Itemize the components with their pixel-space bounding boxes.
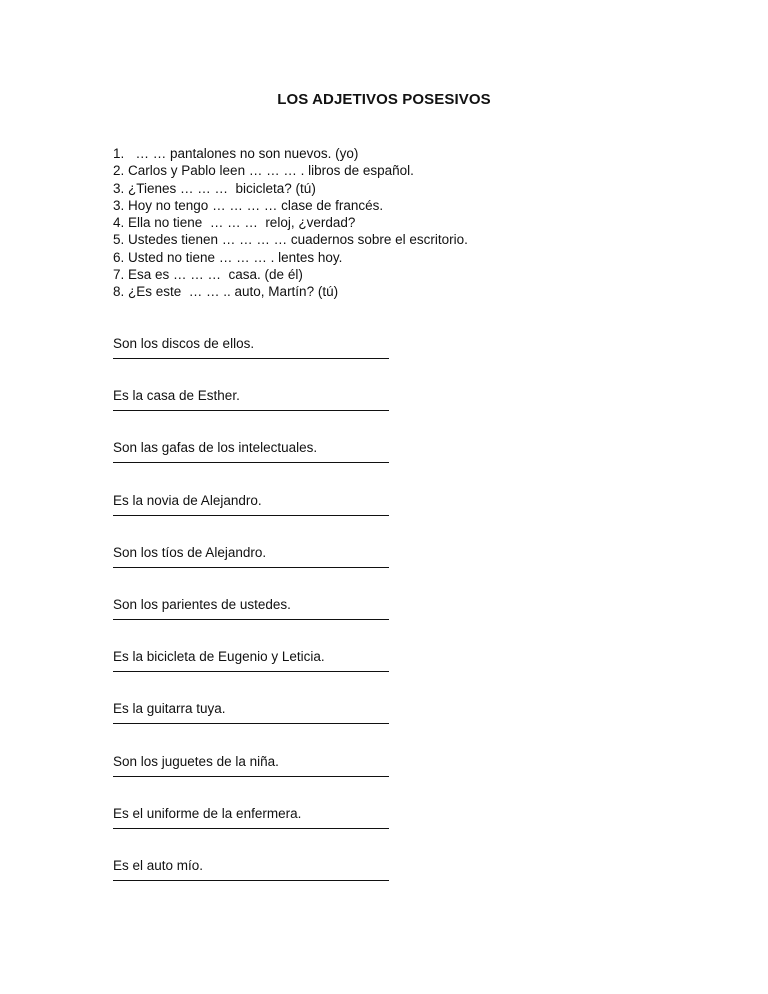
answer-line[interactable] bbox=[113, 880, 389, 881]
sentence-text: Son los tíos de Alejandro. bbox=[113, 544, 267, 560]
sentence-text: Son los juguetes de la niña. bbox=[113, 753, 279, 769]
sentence-block bbox=[113, 805, 389, 857]
exercise-item: 3. ¿Tienes … … … bicicleta? (tú) bbox=[113, 180, 316, 196]
answer-line[interactable] bbox=[113, 515, 389, 516]
answer-line[interactable] bbox=[113, 723, 389, 724]
exercise-item: 2. Carlos y Pablo leen … … … . libros de español. bbox=[113, 163, 414, 179]
sentence-block bbox=[113, 335, 389, 387]
answer-line[interactable] bbox=[113, 776, 389, 777]
answer-line[interactable] bbox=[113, 828, 389, 829]
exercise-item: 1. … … pantalones no son nuevos. (yo) bbox=[113, 146, 359, 161]
sentence-block bbox=[113, 648, 389, 700]
exercise-item: 4. Ella no tiene … … … reloj, ¿verdad? bbox=[113, 215, 356, 231]
sentence-text: Es el uniforme de la enfermera. bbox=[113, 805, 302, 821]
sentence-text: Son los discos de ellos. bbox=[113, 336, 255, 351]
sentence-block bbox=[113, 596, 389, 648]
answer-line[interactable] bbox=[113, 619, 389, 620]
sentence-text: Son los parientes de ustedes. bbox=[113, 596, 291, 612]
answer-line[interactable] bbox=[113, 410, 389, 411]
sentence-block bbox=[113, 753, 389, 805]
exercise-item: 8. ¿Es este … … .. auto, Martín? (tú) bbox=[113, 284, 339, 300]
answer-line[interactable] bbox=[113, 567, 389, 568]
sentence-block bbox=[113, 439, 389, 491]
page-title: LOS ADJETIVOS POSESIVOS bbox=[277, 91, 491, 108]
sentence-block bbox=[113, 857, 389, 909]
exercise-item: 3. Hoy no tengo … … … … clase de francés. bbox=[113, 197, 384, 213]
sentence-block bbox=[113, 700, 389, 752]
sentence-text: Es la novia de Alejandro. bbox=[113, 492, 262, 508]
exercise-list bbox=[113, 145, 468, 301]
sentence-text: Es el auto mío. bbox=[113, 857, 204, 873]
answer-line[interactable] bbox=[113, 671, 389, 672]
rewrite-section bbox=[113, 335, 389, 909]
sentence-text: Es la casa de Esther. bbox=[113, 388, 240, 404]
sentence-text: Es la guitarra tuya. bbox=[113, 701, 226, 717]
exercise-item: 6. Usted no tiene … … … . lentes hoy. bbox=[113, 249, 343, 265]
answer-line[interactable] bbox=[113, 462, 389, 463]
exercise-item: 5. Ustedes tienen … … … … cuadernos sobre el escritorio. bbox=[113, 232, 468, 248]
answer-line[interactable] bbox=[113, 358, 389, 359]
sentence-block bbox=[113, 544, 389, 596]
sentence-block bbox=[113, 387, 389, 439]
sentence-text: Es la bicicleta de Eugenio y Leticia. bbox=[113, 649, 325, 665]
sentence-text: Son las gafas de los intelectuales. bbox=[113, 440, 318, 456]
exercise-item: 7. Esa es … … … casa. (de él) bbox=[113, 267, 303, 283]
sentence-block bbox=[113, 492, 389, 544]
